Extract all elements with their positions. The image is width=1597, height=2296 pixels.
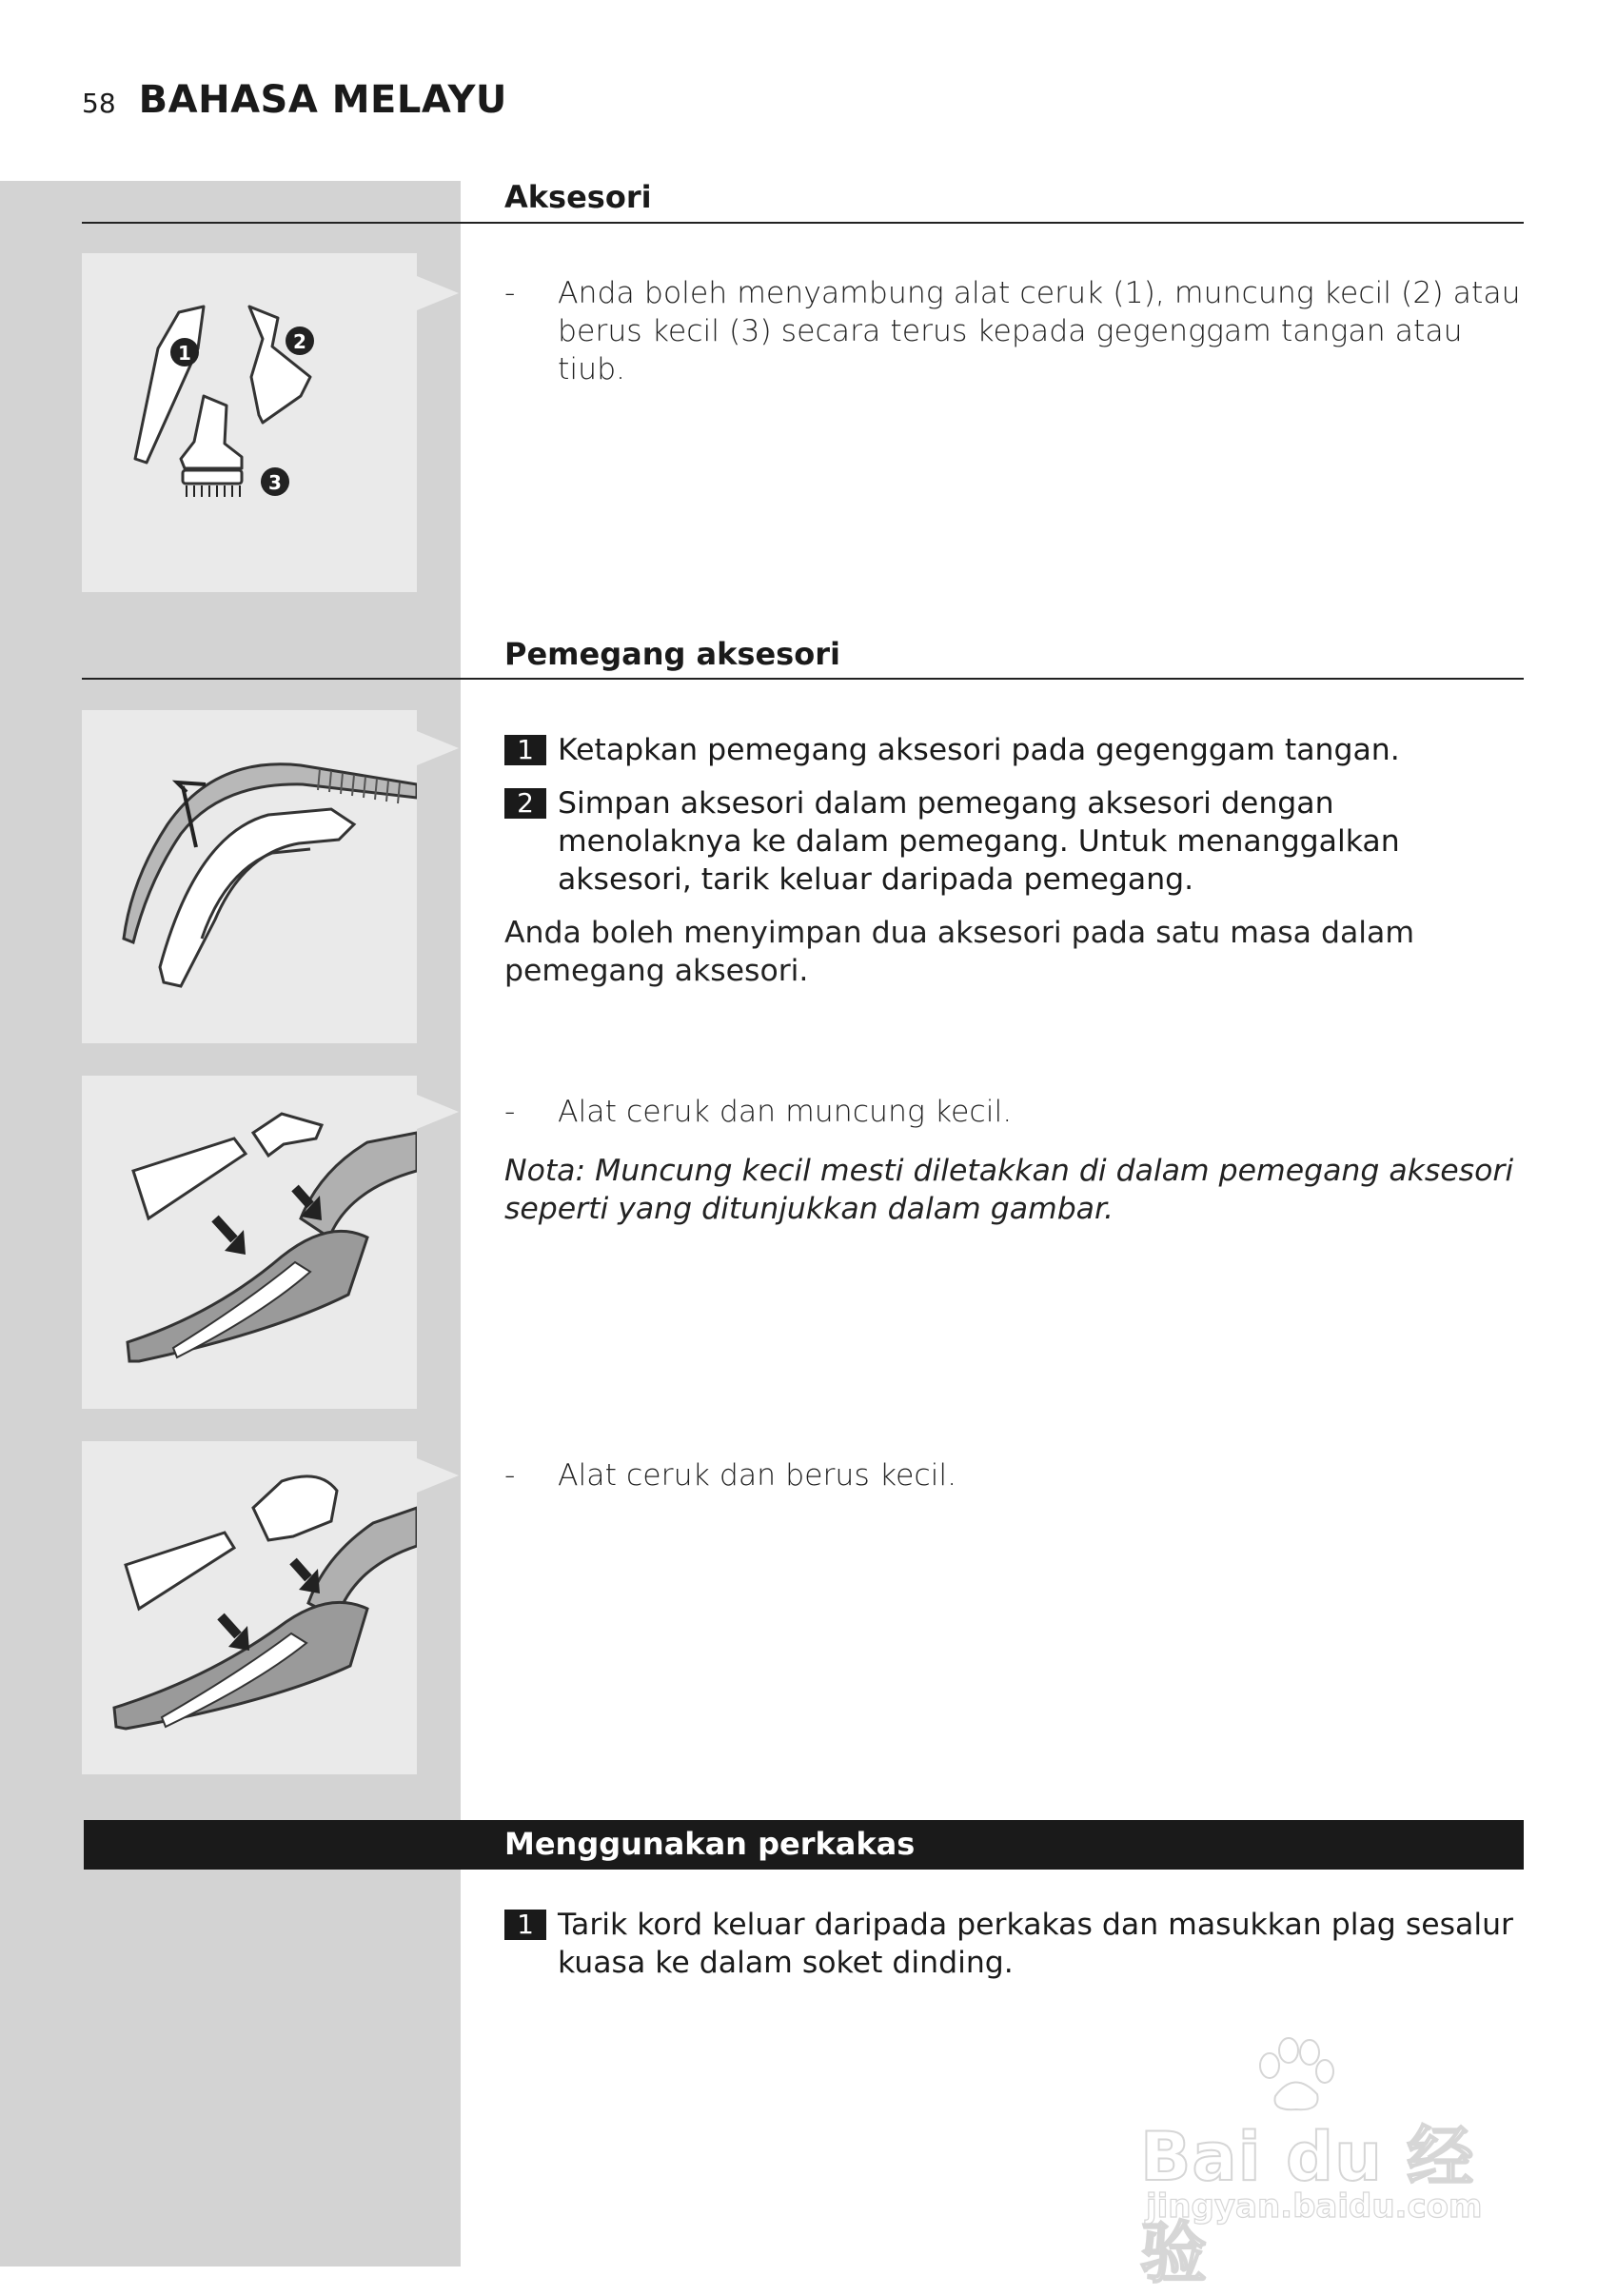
page-language-title: BAHASA MELAYU: [138, 78, 507, 122]
bullet-text: Alat ceruk dan muncung kecil.: [558, 1095, 1013, 1129]
step-text: Ketapkan pemegang aksesori pada gegenggam tangan.: [558, 733, 1400, 767]
bullet-crevice-brush: [504, 1456, 1528, 1494]
page-header: [82, 78, 507, 126]
accessories-illustration: [82, 253, 417, 592]
step-number: 2: [504, 788, 546, 819]
figure-holder-attach: [82, 710, 417, 1043]
page-number: 58: [82, 88, 116, 119]
holder-brush-illustration: [82, 1441, 417, 1774]
aksesori-bullet: [504, 274, 1528, 388]
bullet-crevice-nozzle: [504, 1093, 1528, 1131]
watermark: [1140, 2037, 1521, 2292]
aksesori-bullet-text: Anda boleh menyambung alat ceruk (1), muncung kecil (2) atau berus kecil (3) secara terus kepada gegenggam tangan atau tiub.: [558, 276, 1521, 386]
step-item: [504, 1906, 1528, 1982]
step-number: 1: [504, 735, 546, 765]
section-title-pemegang: Pemegang aksesori: [504, 636, 840, 672]
section-title-aksesori: Aksesori: [504, 179, 652, 215]
section-rule: [82, 678, 1524, 680]
figure-pointer: [417, 1458, 459, 1493]
step-item: [504, 731, 1528, 769]
figure-accessories: [82, 253, 417, 592]
figure-pointer: [417, 276, 459, 310]
step-text: Simpan aksesori dalam pemegang aksesori dengan menolaknya ke dalam pemegang. Untuk menanggalkan aksesori, tarik keluar daripada pemegang.: [558, 786, 1400, 897]
watermark-url: jingyan.baidu.com: [1146, 2187, 1483, 2226]
paw-icon: [1251, 2037, 1336, 2113]
note-text: Nota: Muncung kecil mesti diletakkan di dalam pemegang aksesori seperti yang ditunjukkan dalam gambar.: [504, 1154, 1514, 1226]
step-text: Tarik kord keluar daripada perkakas dan masukkan plag sesalur kuasa ke dalam soket dinding.: [558, 1908, 1513, 1980]
holder-attach-illustration: [82, 710, 417, 1043]
figure-holder-nozzle: [82, 1076, 417, 1409]
pemegang-steps: [504, 731, 1528, 990]
bullet-dash: -: [504, 276, 516, 310]
figure-pointer: [417, 731, 459, 765]
figure-holder-brush: [82, 1441, 417, 1774]
step-number: 1: [504, 1910, 546, 1940]
figure-pointer: [417, 1095, 459, 1129]
pemegang-brush-text: [504, 1456, 1528, 1512]
callout-1: 1: [178, 342, 191, 365]
watermark-brand: Bai du 经验: [1140, 2118, 1475, 2292]
holder-nozzle-illustration: [82, 1076, 417, 1409]
menggunakan-steps: [504, 1906, 1528, 1997]
bullet-dash: -: [504, 1458, 516, 1493]
info-text: Anda boleh menyimpan dua aksesori pada satu masa dalam pemegang aksesori.: [504, 916, 1414, 988]
bullet-dash: -: [504, 1095, 516, 1129]
aksesori-text: [504, 274, 1528, 406]
section-bar-menggunakan: [84, 1820, 1524, 1870]
section-rule: [82, 222, 1524, 224]
bullet-text: Alat ceruk dan berus kecil.: [558, 1458, 957, 1493]
callout-3: 3: [268, 471, 282, 494]
pemegang-nozzle-text: [504, 1093, 1528, 1228]
step-item: [504, 784, 1528, 899]
callout-2: 2: [293, 330, 306, 353]
section-title-menggunakan: Menggunakan perkakas: [504, 1826, 916, 1862]
